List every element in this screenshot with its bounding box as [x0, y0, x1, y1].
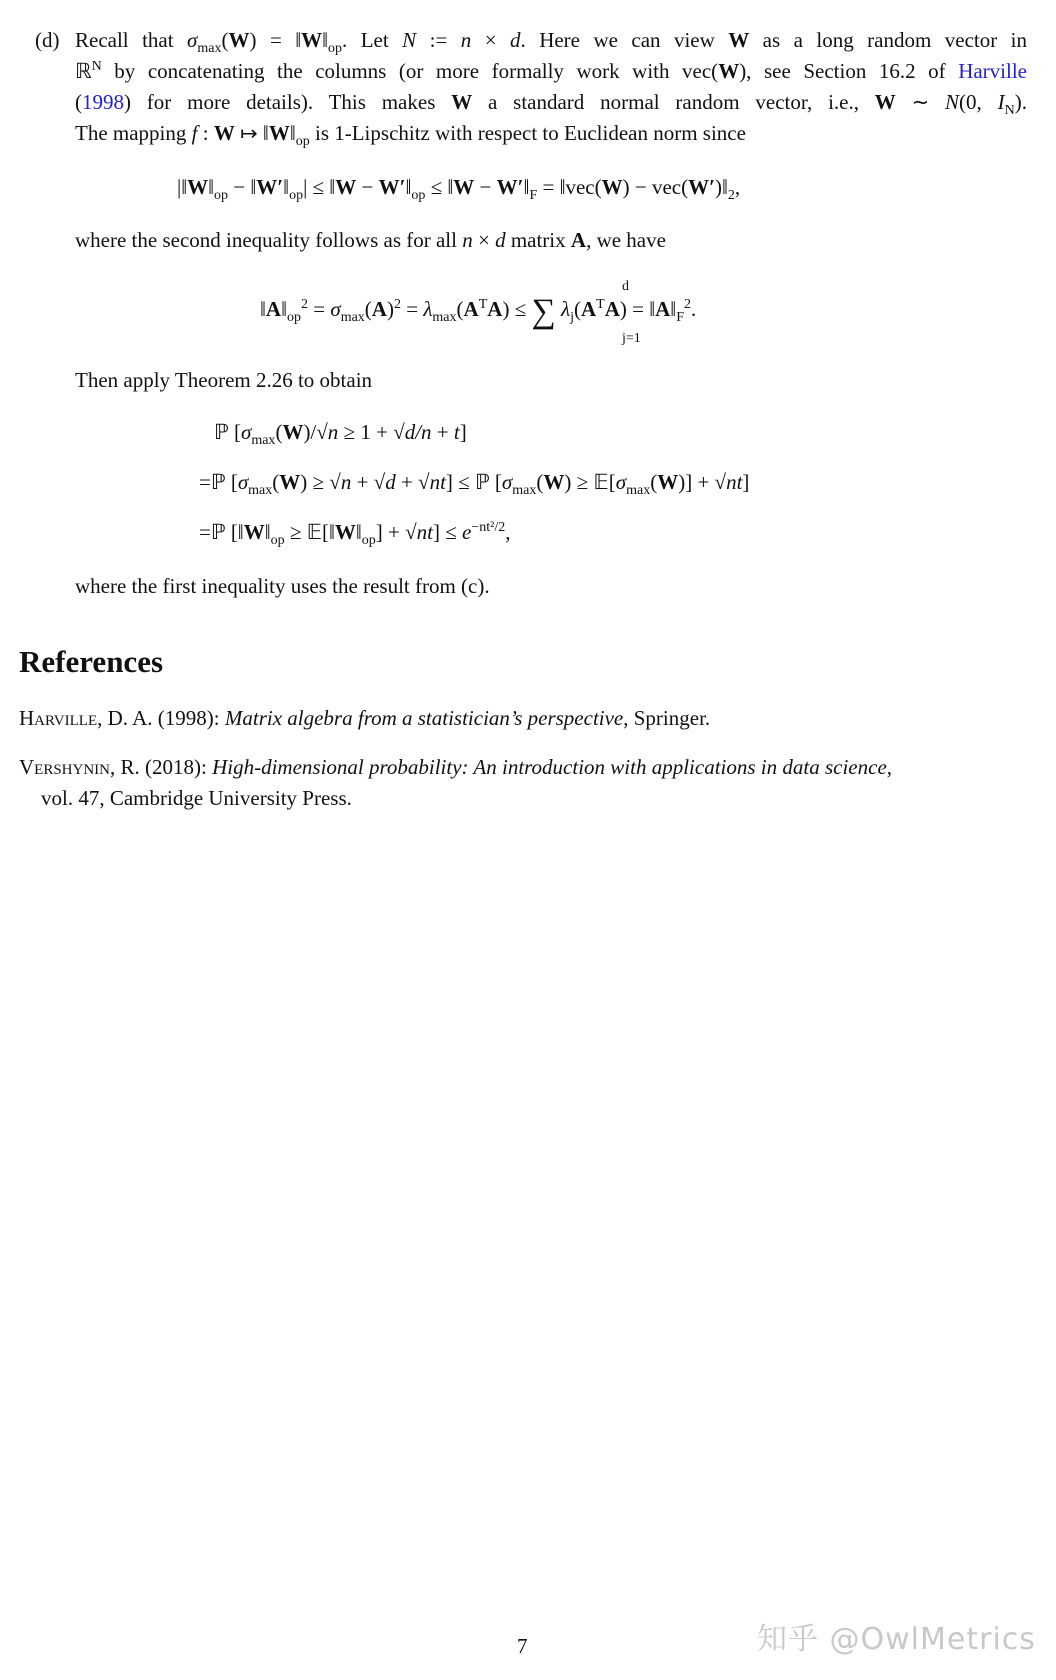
math-text: λ — [423, 297, 433, 321]
math-text: W — [657, 470, 679, 494]
math-text: where the second inequality follows as for all — [75, 228, 463, 252]
math-text: =ℙ [ — [199, 470, 238, 494]
math-text: = ‖vec( — [537, 175, 602, 199]
math-text: W — [543, 470, 565, 494]
math-text: op — [214, 188, 229, 204]
math-text: ‖ — [322, 28, 329, 52]
math-text: W — [228, 28, 250, 52]
math-text: I — [997, 90, 1005, 114]
math-text: n — [327, 420, 339, 444]
reference-publisher: , Springer. — [623, 706, 711, 730]
math-text: ) for more details). This makes — [124, 90, 452, 114]
reference-title: Matrix algebra from a statistician’s perspective — [224, 706, 624, 730]
math-text: as a long random vector in — [749, 28, 1028, 52]
part-label: (d) — [35, 28, 60, 52]
math-text: ( — [650, 470, 658, 494]
reference-punct: , — [886, 755, 893, 779]
math-text: 2 — [727, 188, 735, 204]
math-text: ( — [275, 420, 283, 444]
math-text: The mapping — [75, 121, 192, 145]
reference-publisher: vol. 47, Cambridge University Press. — [41, 786, 352, 810]
math-text: A — [463, 297, 479, 321]
math-text: W — [874, 90, 896, 114]
math-text: ) − vec( — [622, 175, 689, 199]
math-text: max — [197, 41, 222, 57]
math-text: A — [580, 297, 597, 321]
math-text: σ — [501, 470, 513, 494]
math-text: |‖ — [177, 175, 188, 199]
math-text: nt — [416, 520, 433, 544]
math-text: σ — [615, 470, 627, 494]
math-text: N — [402, 28, 417, 52]
math-text: − ‖ — [228, 175, 257, 199]
math-text: ( — [75, 90, 82, 114]
math-text: W — [335, 175, 357, 199]
math-text: max — [432, 310, 457, 326]
math-text: ‖ — [283, 175, 290, 199]
math-text: ‖ — [260, 297, 266, 321]
math-text: ) = ‖ — [619, 297, 656, 321]
math-text: | ≤ ‖ — [303, 175, 336, 199]
math-text: ) ≥ 𝔼[ — [564, 470, 616, 494]
math-text: ‖ — [289, 121, 296, 145]
citation-link[interactable]: Harville — [958, 59, 1027, 83]
paragraph-line — [75, 90, 1027, 119]
math-text: op — [411, 188, 426, 204]
math-text: λ — [560, 297, 571, 321]
math-text: W — [243, 520, 265, 544]
reference-year: (1998): — [152, 706, 225, 730]
math-text: ℙ [ — [214, 420, 241, 444]
math-text: W — [728, 28, 750, 52]
page-number: 7 — [517, 1634, 528, 1658]
watermark: 知乎 @OwlMetrics — [757, 1622, 1036, 1657]
math-text: =ℙ [‖ — [199, 520, 244, 544]
math-text: t — [453, 420, 460, 444]
math-text: n — [340, 470, 352, 494]
math-text: + √ — [351, 470, 386, 494]
math-text: A — [265, 297, 282, 321]
math-text: d — [495, 228, 506, 252]
math-text: − — [356, 175, 379, 199]
math-text: σ — [187, 28, 198, 52]
math-text: N — [945, 90, 960, 114]
math-text: ‖ — [523, 175, 530, 199]
math-text: )] + √ — [678, 470, 727, 494]
math-text: ∑ — [531, 293, 556, 330]
math-text: W — [301, 28, 323, 52]
paragraph-line — [75, 228, 666, 252]
math-text: op — [361, 533, 376, 549]
math-text: is 1-Lipschitz with respect to Euclidean norm since — [309, 121, 746, 145]
reference-item — [19, 706, 710, 730]
math-text: ‖ — [670, 297, 677, 321]
paragraph-line: where the first inequality uses the result from (c). — [75, 574, 490, 598]
math-text: (0, — [959, 90, 998, 114]
math-text: σ — [240, 420, 252, 444]
citation-link[interactable]: 1998 — [82, 90, 124, 114]
math-text: ] — [459, 420, 467, 444]
math-text: 2 — [300, 297, 308, 312]
reference-title: High-dimensional probability: An introduction with applications in data science — [212, 755, 887, 779]
math-text: ( — [456, 297, 464, 321]
math-text: : — [197, 121, 214, 145]
math-text: ] + √ — [375, 520, 417, 544]
math-text: A — [655, 297, 671, 321]
math-text: W — [451, 90, 473, 114]
math-text: ( — [573, 297, 581, 321]
math-text: W — [718, 59, 740, 83]
math-text: f — [191, 121, 198, 145]
math-text: matrix — [505, 228, 571, 252]
equation-lipschitz — [177, 175, 741, 204]
math-text: by concatenating the columns (or more formally work with vec( — [101, 59, 719, 83]
references-heading: References — [19, 644, 164, 679]
math-text: A — [371, 297, 387, 321]
math-text: = — [307, 297, 331, 321]
reference-year: (2018): — [139, 755, 213, 779]
paragraph-line: Then apply Theorem 2.26 to obtain — [75, 368, 373, 392]
math-text: ≤ ‖ — [425, 175, 454, 199]
math-text: = — [400, 297, 424, 321]
math-text: max — [248, 483, 273, 499]
math-text: W′ — [256, 175, 284, 199]
math-text: N — [91, 59, 102, 74]
math-text: W′ — [378, 175, 406, 199]
equation-line — [199, 470, 750, 499]
math-text: ) — [386, 297, 394, 321]
math-text: nt — [726, 470, 743, 494]
math-text: W′ — [688, 175, 716, 199]
math-text: . Let — [342, 28, 403, 52]
reference-author: Vershynin, R. — [19, 755, 140, 779]
math-text: ) = ‖ — [249, 28, 302, 52]
math-text: W — [282, 420, 304, 444]
paragraph-line — [75, 59, 1027, 83]
math-text: × — [471, 28, 510, 52]
math-text: n — [460, 28, 472, 52]
math-text: T — [478, 297, 488, 312]
math-text: F — [529, 188, 538, 204]
math-text: + — [431, 420, 454, 444]
math-text: 2 — [683, 297, 691, 312]
math-text: op — [328, 41, 343, 57]
math-text: nt — [429, 470, 446, 494]
math-text: A — [570, 228, 587, 252]
math-text: Recall that — [75, 28, 188, 52]
math-text: W — [334, 520, 356, 544]
sum-upper-limit: d — [622, 279, 629, 294]
math-text: ] ≤ — [432, 520, 463, 544]
paragraph-line — [75, 121, 746, 150]
math-text: σ — [330, 297, 341, 321]
math-text: ( — [536, 470, 544, 494]
math-text: d/n — [404, 420, 432, 444]
math-text: 2 — [393, 297, 401, 312]
math-text: ) ≤ — [502, 297, 532, 321]
math-text: , — [734, 175, 741, 199]
reference-author: Harville, D. A. — [19, 706, 153, 730]
math-text: ‖ — [405, 175, 412, 199]
math-text: ‖ — [208, 175, 215, 199]
math-text: ∼ — [895, 90, 946, 114]
math-text: j — [570, 310, 574, 326]
math-text: W — [268, 121, 290, 145]
math-text: e — [462, 520, 472, 544]
math-text: a standard normal random vector, i.e., — [472, 90, 875, 114]
math-text: , we have — [586, 228, 666, 252]
math-text: n — [462, 228, 473, 252]
math-text: W — [213, 121, 235, 145]
math-text: . Here we can view — [520, 28, 729, 52]
paragraph-line — [75, 28, 1028, 57]
math-text: op — [289, 188, 304, 204]
math-text: F — [676, 310, 684, 326]
math-text: ] ≤ ℙ [ — [445, 470, 502, 494]
math-text: W — [601, 175, 623, 199]
math-text: ( — [272, 470, 280, 494]
math-text: ). — [1014, 90, 1027, 114]
math-text: ‖ — [281, 297, 287, 321]
math-text: W — [453, 175, 475, 199]
math-text: ), see Section 16.2 of — [739, 59, 959, 83]
math-text: + √ — [395, 470, 430, 494]
equation-line — [214, 420, 467, 449]
equation-line — [199, 520, 511, 549]
math-text: ‖ — [355, 520, 362, 544]
math-text: )‖ — [715, 175, 728, 199]
math-text: ≥ 1 + √ — [338, 420, 405, 444]
math-text: op — [286, 310, 301, 326]
math-text: ℝ — [75, 59, 92, 83]
math-text: op — [295, 134, 310, 150]
equation-operator-norm — [260, 293, 697, 330]
math-text: ] — [742, 470, 750, 494]
math-text: := — [416, 28, 461, 52]
math-text: A — [487, 297, 503, 321]
math-text: W′ — [496, 175, 524, 199]
math-text: max — [251, 433, 276, 449]
math-text: T — [596, 297, 605, 312]
math-text: max — [340, 310, 365, 326]
sum-lower-limit: j=1 — [622, 331, 641, 346]
math-text: A — [604, 297, 620, 321]
math-text: ‖ — [264, 520, 271, 544]
math-text: d — [510, 28, 521, 52]
math-text: max — [626, 483, 651, 499]
math-text: )/√ — [303, 420, 328, 444]
math-text: σ — [237, 470, 249, 494]
math-text: ) ≥ √ — [300, 470, 341, 494]
math-text: W — [279, 470, 301, 494]
math-text: −nt²/2 — [471, 520, 506, 535]
math-text: N — [1004, 103, 1015, 119]
reference-item — [19, 755, 892, 779]
math-text: − — [474, 175, 497, 199]
math-text: . — [690, 297, 697, 321]
math-text: op — [270, 533, 285, 549]
math-text: ≥ 𝔼[‖ — [284, 520, 335, 544]
math-text: d — [385, 470, 396, 494]
math-text: ( — [221, 28, 229, 52]
math-text: × — [472, 228, 496, 252]
math-text: ( — [364, 297, 372, 321]
math-text: , — [505, 520, 511, 544]
math-text: W — [187, 175, 209, 199]
math-text: ↦ ‖ — [234, 121, 269, 145]
math-text: max — [512, 483, 537, 499]
